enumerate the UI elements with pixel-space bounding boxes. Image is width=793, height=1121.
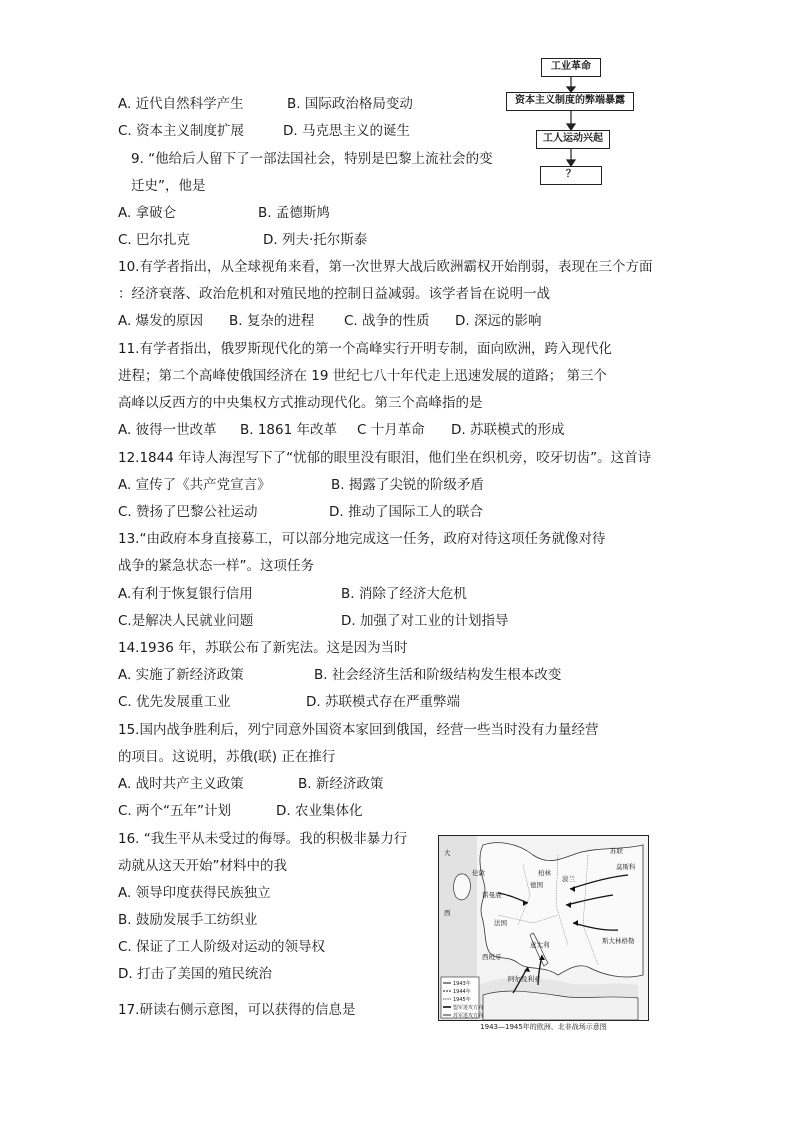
q11-stem-line-2: 进程；第二个高峰使俄国经济在 19 世纪七八十年代走上迅速发展的道路； 第三个: [118, 368, 608, 384]
q8-option-b: B. 国际政治格局变动: [287, 96, 413, 112]
map-legend-item: 盟军进攻方向: [453, 1005, 484, 1011]
q13-stem-line-2: 战争的紧急状态一样”。这项任务: [118, 558, 314, 574]
q11-stem-line-3: 高峰以反西方的中央集权方式推动现代化。第三个高峰指的是: [118, 395, 483, 411]
map-label-ussr: 苏联: [610, 847, 623, 855]
q13-stem-line-1: 13.“由政府本身直接募工，可以部分地完成这一任务，政府对待这项任务就像对待: [118, 531, 606, 547]
map-label-moscow: 莫斯科: [616, 863, 636, 871]
q9-stem-line-2: 迁史”，他是: [131, 178, 206, 194]
map-label-stalingrad: 斯大林格勒: [602, 937, 635, 945]
q14-stem-line-1: 14.1936 年，苏联公布了新宪法。这是因为当时: [118, 640, 408, 656]
q15-stem-line-2: 的项目。这说明，苏俄(联) 正在推行: [118, 749, 336, 765]
q12-option-d: D. 推动了国际工人的联合: [329, 504, 483, 520]
map-legend-item: 1943年: [453, 981, 471, 987]
map-label-germany: 德国: [530, 881, 543, 889]
q11-option-a: A. 彼得一世改革: [118, 422, 217, 438]
map-label-north-africa: 阿尔及利亚: [508, 975, 541, 983]
q15-option-c: C. 两个“五年”计划: [118, 803, 231, 819]
q11-option-c: C 十月革命: [357, 422, 425, 438]
q11-option-d: D. 苏联模式的形成: [451, 422, 565, 438]
map-label-berlin: 柏林: [538, 869, 551, 877]
q15-option-a: A. 战时共产主义政策: [118, 776, 244, 792]
q14-option-a: A. 实施了新经济政策: [118, 667, 244, 683]
q9-option-b: B. 孟德斯鸠: [258, 205, 330, 221]
q17-stem-line-1: 17.研读右侧示意图，可以获得的信息是: [118, 1002, 356, 1018]
map-caption: 1943—1945年的欧洲、北非战场示意图: [480, 1023, 607, 1031]
map-label-atlantic: 大: [444, 849, 451, 857]
q9-option-c: C. 巴尔扎克: [118, 232, 191, 248]
q13-option-b: B. 消除了经济大危机: [341, 586, 467, 602]
map-legend: [441, 977, 483, 1019]
q16-stem-line-2: 动就从这天开始”材料中的我: [118, 858, 287, 874]
flowchart-box-industrial-revolution: 工业革命: [541, 58, 601, 77]
q16-option-c: C. 保证了工人阶级对运动的领导权: [118, 939, 326, 955]
q9-option-d: D. 列夫·托尔斯泰: [263, 232, 368, 248]
q10-option-d: D. 深远的影响: [455, 313, 542, 329]
map-legend-item: 苏军进攻方向: [453, 1013, 484, 1019]
q14-option-c: C. 优先发展重工业: [118, 694, 231, 710]
flowchart-box-question: ？: [540, 166, 602, 185]
q12-stem-line-1: 12.1844 年诗人海涅写下了“忧郁的眼里没有眼泪，他们坐在织机旁，咬牙切齿”。这首诗: [118, 450, 652, 466]
q10-option-a: A. 爆发的原因: [118, 313, 204, 329]
map-label-normandy: 诺曼底: [482, 891, 502, 899]
q8-option-d: D. 马克思主义的诞生: [283, 123, 410, 139]
q16-option-a: A. 领导印度获得民族独立: [118, 885, 271, 901]
q12-option-b: B. 揭露了尖锐的阶级矛盾: [331, 477, 484, 493]
q10-stem-line-2: ：经济衰落、政治危机和对殖民地的控制日益减弱。该学者旨在说明一战: [118, 286, 550, 302]
europe-north-africa-war-map: [438, 835, 649, 1021]
q12-option-c: C. 赞扬了巴黎公社运动: [118, 504, 258, 520]
q10-option-b: B. 复杂的进程: [229, 313, 315, 329]
map-label-ocean: 西: [444, 909, 451, 917]
flowchart-arrows: [560, 74, 584, 169]
q16-option-b: B. 鼓励发展手工纺织业: [118, 912, 258, 928]
flowchart-box-labor-movement: 工人运动兴起: [536, 130, 610, 149]
q8-option-c: C. 资本主义制度扩展: [118, 123, 245, 139]
q11-stem-line-1: 11.有学者指出，俄罗斯现代化的第一个高峰实行开明专制，面向欧洲，跨入现代化: [118, 341, 612, 357]
q16-option-d: D. 打击了美国的殖民统治: [118, 966, 272, 982]
q12-option-a: A. 宣传了《共产党宣言》: [118, 477, 271, 493]
q9-option-a: A. 拿破仑: [118, 205, 177, 221]
q11-option-b: B. 1861 年改革: [240, 422, 337, 438]
q10-option-c: C. 战争的性质: [344, 313, 430, 329]
q8-option-a: A. 近代自然科学产生: [118, 96, 244, 112]
map-legend-item: 1944年: [453, 989, 471, 995]
q14-option-d: D. 苏联模式存在严重弊端: [306, 694, 460, 710]
q13-option-d: D. 加强了对工业的计划指导: [341, 613, 509, 629]
map-legend-item: 1945年: [453, 997, 471, 1003]
q10-stem-line-1: 10.有学者指出，从全球视角来看，第一次世界大战后欧洲霸权开始削弱，表现在三个方面: [118, 259, 653, 275]
map-label-italy: 意大利: [530, 941, 550, 949]
q15-option-d: D. 农业集体化: [276, 803, 363, 819]
map-label-london: 伦敦: [472, 869, 485, 877]
map-label-spain: 西班牙: [482, 953, 502, 961]
q15-option-b: B. 新经济政策: [298, 776, 384, 792]
q13-option-c: C.是解决人民就业问题: [118, 613, 254, 629]
q15-stem-line-1: 15.国内战争胜利后，列宁同意外国资本家回到俄国，经营一些当时没有力量经营: [118, 722, 599, 738]
map-label-poland: 波兰: [562, 875, 575, 883]
q14-option-b: B. 社会经济生活和阶级结构发生根本改变: [314, 667, 562, 683]
q9-stem-line-1: 9. “他给后人留下了一部法国社会，特别是巴黎上流社会的变: [131, 151, 493, 167]
map-label-france: 法国: [494, 919, 507, 927]
flowchart-box-capitalism-flaws: 资本主义制度的弊端暴露: [506, 92, 634, 111]
q16-stem-line-1: 16. “我生平从未受过的侮辱。我的积极非暴力行: [118, 831, 408, 847]
q13-option-a: A.有利于恢复银行信用: [118, 586, 253, 602]
